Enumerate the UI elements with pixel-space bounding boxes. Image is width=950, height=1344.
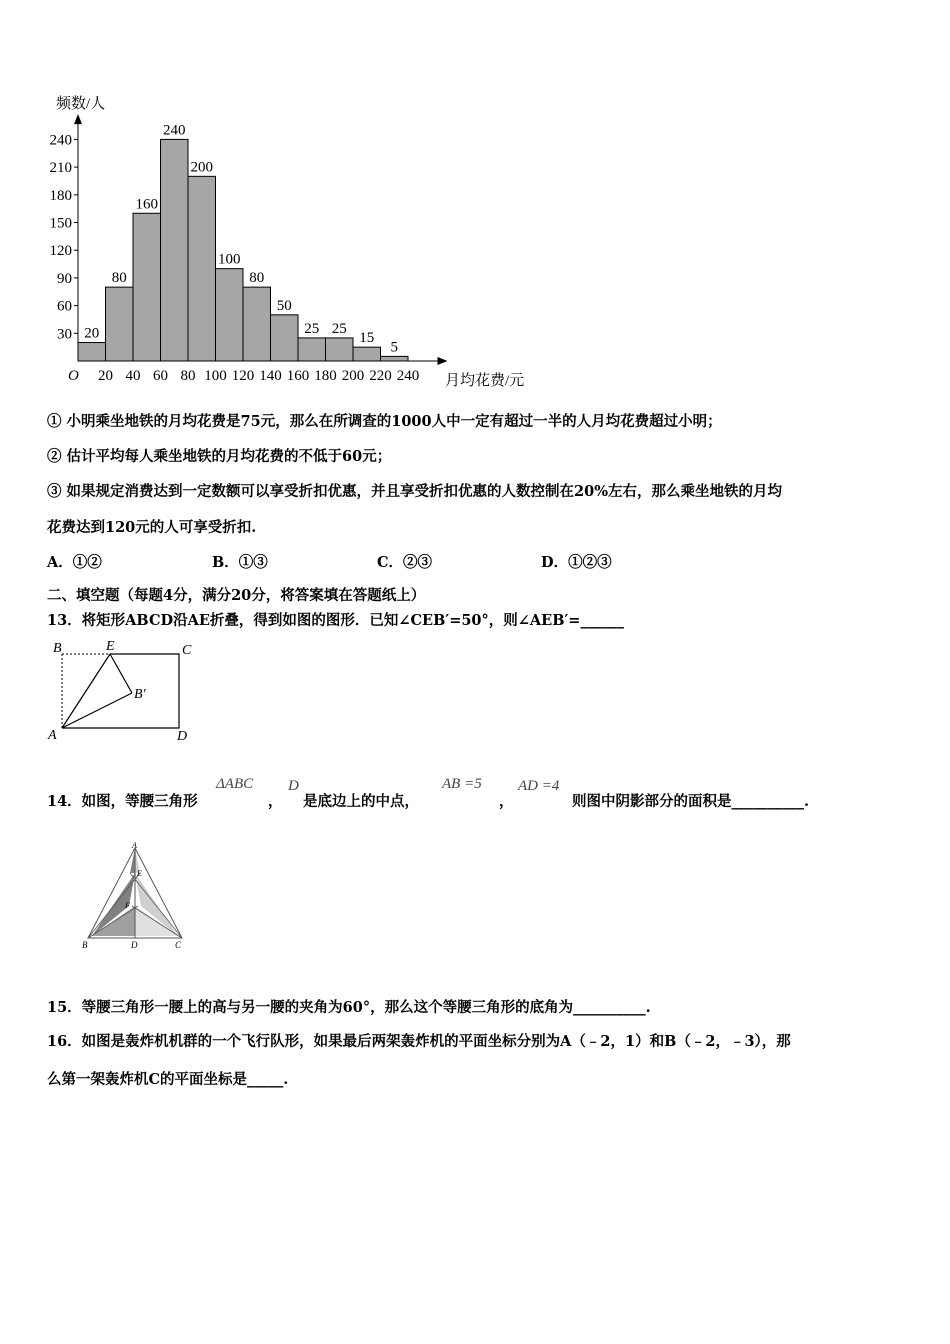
x-tick-label: 100	[204, 368, 227, 384]
y-axis-arrow	[74, 114, 82, 124]
histogram-bar	[271, 315, 299, 361]
x-tick-label: 220	[369, 368, 392, 384]
y-tick-label: 240	[49, 132, 72, 149]
option-c: C．②③	[377, 554, 433, 571]
question-16-cont: 么第一架轰炸机C的平面坐标是_____.	[47, 1071, 289, 1088]
section-2-heading: 二、填空题（每题4分，满分20分，将答案填在答题纸上）	[47, 587, 426, 604]
y-tick-label: 180	[49, 187, 72, 204]
bar-value-label: 200	[190, 159, 213, 176]
histogram-bar	[216, 269, 244, 361]
histogram-bar	[353, 347, 381, 361]
x-axis-arrow	[438, 357, 448, 365]
histogram-bar	[106, 287, 134, 361]
q14-label-a: A	[132, 841, 137, 850]
x-tick-label: 60	[153, 368, 168, 384]
q14-math-ab: AB =5	[442, 776, 482, 792]
bar-value-label: 15	[359, 330, 375, 347]
q13-rectangle-figure	[40, 636, 210, 748]
y-tick-label: 150	[49, 215, 72, 232]
histogram-bar	[161, 139, 189, 361]
statement-2: ② 估计平均每人乘坐地铁的月均花费的不低于60元；	[47, 448, 392, 465]
bar-value-label: 160	[135, 196, 158, 213]
x-axis-label: 月均花费/元	[445, 373, 525, 389]
bar-value-label: 5	[390, 339, 398, 356]
y-tick-label: 60	[57, 298, 72, 315]
option-b: B．①③	[212, 554, 268, 571]
histogram-bar	[298, 338, 326, 361]
bar-value-label: 240	[163, 122, 186, 139]
q14-math-d: D	[288, 778, 299, 794]
histogram-bar	[381, 356, 409, 361]
q13-label-b: B	[53, 641, 62, 656]
bar-value-label: 80	[111, 270, 127, 287]
x-tick-label: 120	[231, 368, 255, 384]
x-tick-label: 180	[314, 368, 337, 384]
y-tick-label: 120	[49, 243, 72, 260]
histogram-bar	[326, 338, 354, 361]
q14-math-triangle: ΔABC	[216, 776, 254, 792]
statement-1: ① 小明乘坐地铁的月均花费是75元，那么在所调查的1000人中一定有超过一半的人月均花费超过小明；	[47, 413, 722, 430]
y-tick-label: 30	[57, 326, 72, 343]
x-tick-label: 160	[286, 368, 310, 384]
q14-label-f: F	[125, 901, 130, 910]
y-tick-label: 210	[49, 160, 72, 177]
bar-value-label: 80	[249, 270, 265, 287]
x-tick-label: 40	[125, 368, 141, 384]
histogram-chart	[40, 90, 550, 395]
bar-value-label: 25	[304, 320, 320, 337]
option-d: D．①②③	[541, 554, 612, 571]
x-tick-label: 20	[98, 368, 113, 384]
origin-label: O	[68, 368, 79, 384]
q13-label-a: A	[48, 728, 57, 743]
question-14-part1: 14．如图，等腰三角形	[47, 793, 198, 810]
q14-comma-1: ，	[268, 793, 283, 810]
q13-label-d: D	[177, 729, 188, 744]
bar-value-label: 50	[276, 297, 292, 314]
q14-label-e: E	[137, 869, 142, 878]
question-15: 15．等腰三角形一腰上的高与另一腰的夹角为60°，那么这个等腰三角形的底角为__________.	[47, 999, 651, 1016]
y-axis-label: 频数/人	[56, 96, 106, 112]
question-14-part2: 是底边上的中点，	[303, 793, 419, 810]
q14-comma-2: ，	[499, 793, 514, 810]
bar-value-label: 100	[218, 251, 241, 268]
y-tick-label: 90	[57, 270, 72, 287]
histogram-bar	[188, 176, 216, 361]
q13-label-bprime: B′	[134, 687, 146, 702]
histogram-bars	[78, 139, 408, 361]
histogram-bar	[78, 343, 106, 361]
statement-3: ③ 如果规定消费达到一定数额可以享受折扣优惠，并且享受折扣优惠的人数控制在20%左右，那么乘坐地铁的月均	[47, 483, 782, 500]
q14-label-b: B	[82, 940, 88, 950]
x-tick-label: 140	[259, 368, 282, 384]
question-16: 16．如图是轰炸机机群的一个飞行队形，如果最后两架轰炸机的平面坐标分别为A（﹣2，1）和B（﹣2，﹣3），那	[47, 1033, 791, 1050]
x-tick-label: 200	[341, 368, 365, 384]
q13-label-e: E	[106, 639, 115, 654]
bar-value-label: 20	[84, 325, 100, 342]
histogram-bar	[133, 213, 161, 361]
question-13: 13．将矩形ABCD沿AE折叠，得到如图的图形．已知∠CEB′=50°，则∠AEB′=______	[47, 612, 624, 629]
bar-value-label: 25	[331, 320, 347, 337]
option-a: A．①②	[47, 554, 102, 571]
q14-triangle-figure	[78, 838, 193, 953]
q13-label-c: C	[182, 643, 192, 658]
q14-label-c: C	[175, 940, 182, 950]
statement-3-cont: 花费达到120元的人可享受折扣.	[47, 519, 257, 536]
x-tick-label: 80	[180, 368, 196, 384]
q14-label-d: D	[131, 940, 138, 950]
q14-math-ad: AD =4	[518, 778, 560, 794]
question-14-part3: 则图中阴影部分的面积是__________.	[572, 793, 810, 810]
histogram-bar	[243, 287, 271, 361]
x-tick-label: 240	[396, 368, 420, 384]
